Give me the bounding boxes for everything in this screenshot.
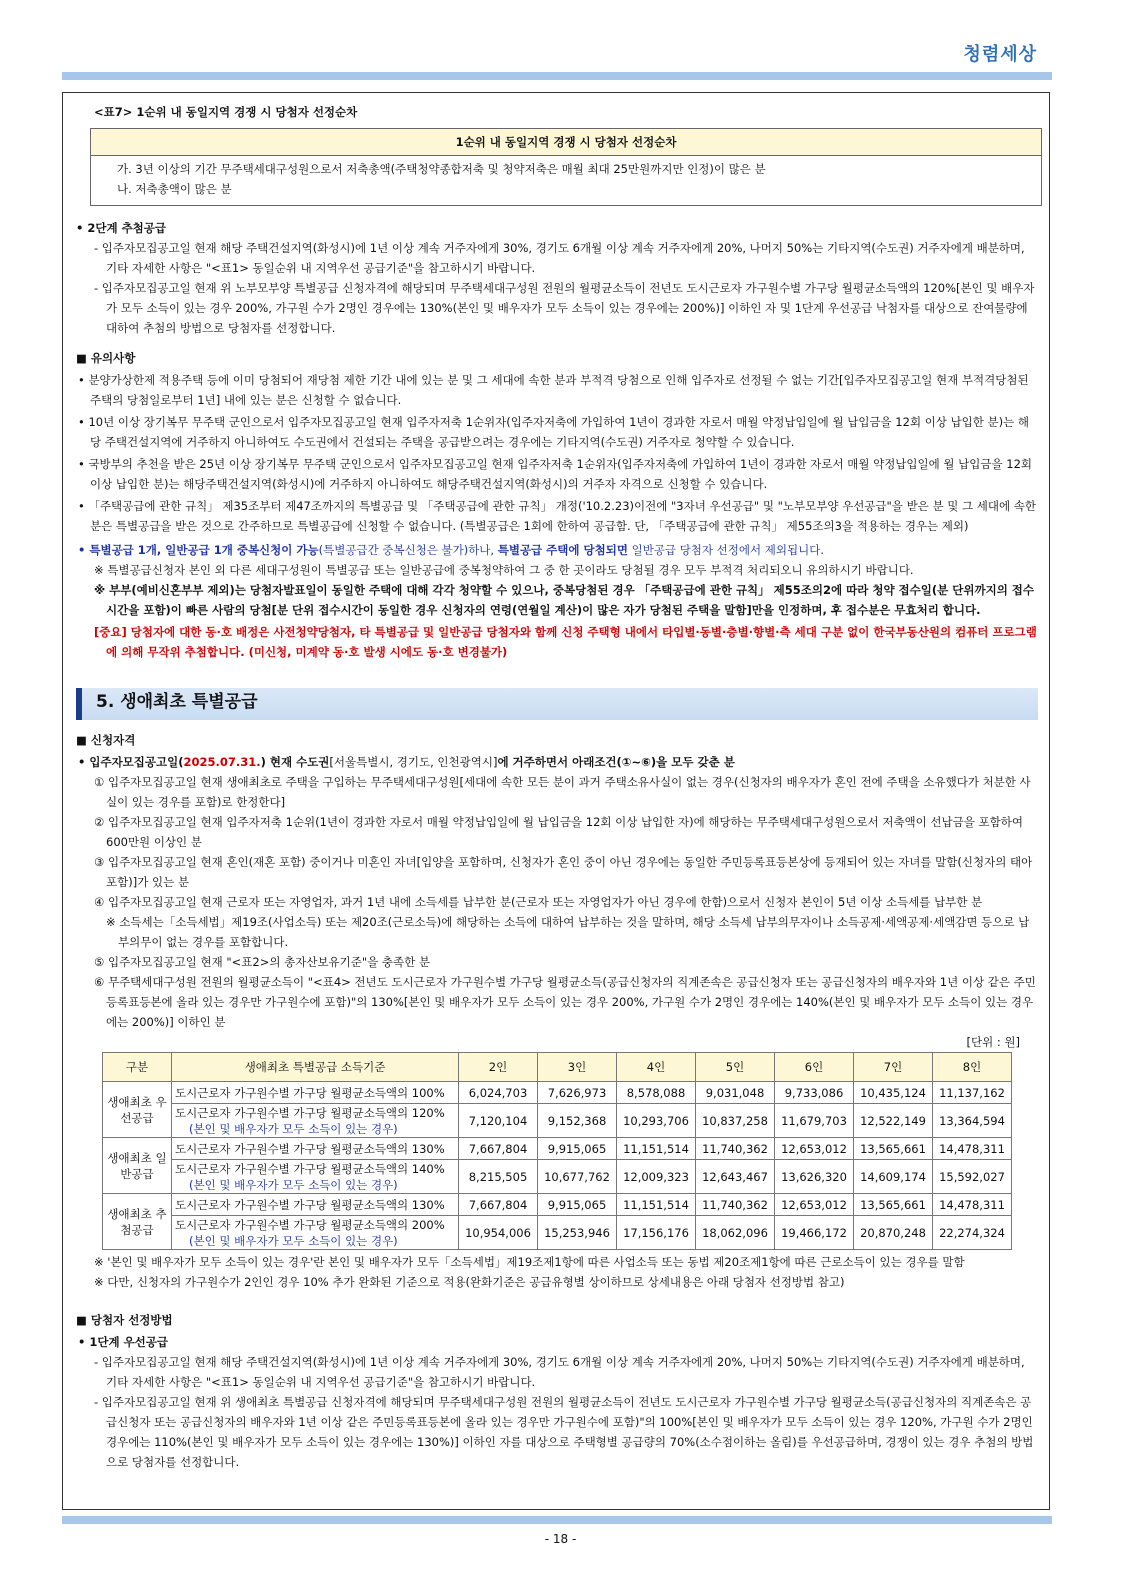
row-label: 도시근로자 가구원수별 가구당 월평균소득액의 130% xyxy=(172,1138,459,1160)
cell-value: 14,609,174 xyxy=(854,1160,933,1194)
cell-value: 10,954,006 xyxy=(459,1216,538,1250)
cell-value: 17,156,176 xyxy=(617,1216,696,1250)
cell-value: 11,151,514 xyxy=(617,1138,696,1160)
table-row xyxy=(103,1160,1012,1194)
condition-note: ※ 소득세는「소득세법」제19조(사업소득) 또는 제20조(근로소득)에 해당하는 소득에 대하여 납부하는 것을 말하며, 해당 소득세 납부의무자이나 소득공제·세액공제·세액감면 등으로 납부의무이 없는 경우를 포함합니다. xyxy=(106,915,1030,949)
col-header: 구분 xyxy=(103,1053,172,1082)
group-name: 생애최초 추첨공급 xyxy=(103,1194,172,1250)
cell-value: 8,578,088 xyxy=(617,1082,696,1104)
condition-item: ① 입주자모집공고일 현재 생애최초로 주택을 구입하는 무주택세대구성원[세대에 속한 모든 분이 과거 주택소유사실이 없는 경우(신청자의 배우자가 혼인 전에 주택을 소유했다가 처분한 사실이 있는 경우를 포함)로 한정한다] xyxy=(94,775,1031,809)
income-table xyxy=(102,1052,1012,1250)
stage1-item: - 입주자모집공고일 현재 해당 주택건설지역(화성시)에 1년 이상 계속 거주자에게 30%, 경기도 6개월 이상 계속 거주자에게 20%, 나머지 50%는 기타지역(수도권) 거주자에게 배분하며, 기타 자세한 사항은 "<표1> 동일순위 내 지역우선 공급기준"을 참고하시기 바랍니다. xyxy=(94,1355,1025,1389)
row-label: 도시근로자 가구원수별 가구당 월평균소득액의 120% (본인 및 배우자가 모두 소득이 있는 경우) xyxy=(172,1104,459,1138)
note-item: • 분양가상한제 적용주택 등에 이미 당첨되어 재당첨 제한 기간 내에 있는 분 및 그 세대에 속한 분과 부적격 당첨으로 인해 입주자로 선정될 수 없는 기간[입주자모집공고일 현재 부적격당첨된 주택의 당첨일로부터 1년] 내에 있는 분은 신청할 수 없습니다. xyxy=(78,373,1029,407)
brand-logo: 청렴세상 xyxy=(963,44,1037,65)
stage2-item: - 입주자모집공고일 현재 해당 주택건설지역(화성시)에 1년 이상 계속 거주자에게 30%, 경기도 6개월 이상 계속 거주자에게 20%, 나머지 50%는 기타지역(수도권) 거주자에게 배분하며, 기타 자세한 사항은 "<표1> 동일순위 내 지역우선 공급기준"을 참고하시기 바랍니다. xyxy=(94,241,1025,275)
col-header: 5인 xyxy=(696,1053,775,1082)
bottom-rule xyxy=(62,1516,1052,1524)
group-name: 생애최초 일반공급 xyxy=(103,1138,172,1194)
row-label: 도시근로자 가구원수별 가구당 월평균소득액의 200% (본인 및 배우자가 모두 소득이 있는 경우) xyxy=(172,1216,459,1250)
table-row xyxy=(103,1138,1012,1160)
cell-value: 7,667,804 xyxy=(459,1138,538,1160)
cell-value: 14,478,311 xyxy=(933,1194,1012,1216)
unit-label: [단위 : 원] xyxy=(966,1035,1020,1049)
table-note-1: ※ '본인 및 배우자가 모두 소득이 있는 경우'란 본인 및 배우자가 모두「소득세법」제19조제1항에 따른 사업소득 또는 동법 제20조제1항에 따른 근로소득이 있는 경우를 말함 xyxy=(94,1255,965,1269)
condition-item: ④ 입주자모집공고일 현재 근로자 또는 자영업자, 과거 1년 내에 소득세를 납부한 분(근로자 또는 자영업자가 아닌 경우에 한함)으로서 신청자 본인이 5년 이상 소득세를 납부한 분 xyxy=(94,895,983,909)
col-header: 8인 xyxy=(933,1053,1012,1082)
row-label: 도시근로자 가구원수별 가구당 월평균소득액의 130% xyxy=(172,1194,459,1216)
table-row xyxy=(103,1082,1012,1104)
cell-value: 13,565,661 xyxy=(854,1194,933,1216)
cell-value: 12,643,467 xyxy=(696,1160,775,1194)
col-header: 생애최초 특별공급 소득기준 xyxy=(172,1053,459,1082)
row-label: 도시근로자 가구원수별 가구당 월평균소득액의 100% xyxy=(172,1082,459,1104)
cell-value: 10,293,706 xyxy=(617,1104,696,1138)
cell-value: 9,915,065 xyxy=(538,1194,617,1216)
dup-notice: • 특별공급 1개, 일반공급 1개 중복신청이 가능(특별공급간 중복신청은 불가)하나, 특별공급 주택에 당첨되면 일반공급 당첨자 선정에서 제외됩니다. xyxy=(78,543,824,557)
cell-value: 9,031,048 xyxy=(696,1082,775,1104)
cell-value: 15,592,027 xyxy=(933,1160,1012,1194)
qualification-lead: • 입주자모집공고일(2025.07.31.) 현재 수도권[서울특별시, 경기도, 인천광역시]에 거주하면서 아래조건(①~⑥)을 모두 갖춘 분 xyxy=(78,755,735,769)
row-sublabel: (본인 및 배우자가 모두 소득이 있는 경우) xyxy=(189,1233,398,1248)
row-sublabel: (본인 및 배우자가 모두 소득이 있는 경우) xyxy=(189,1121,398,1136)
cell-value: 7,667,804 xyxy=(459,1194,538,1216)
star-note-1: ※ 특별공급신청자 본인 외 다른 세대구성원이 특별공급 또는 일반공급에 중복청약하여 그 중 한 곳이라도 당첨될 경우 모두 부적격 처리되오니 유의하시기 바랍니다. xyxy=(94,563,914,577)
section5-title: 5. 생애최초 특별공급 xyxy=(96,692,258,712)
cell-value: 11,151,514 xyxy=(617,1194,696,1216)
cell-value: 15,253,946 xyxy=(538,1216,617,1250)
condition-item: ⑥ 무주택세대구성원 전원의 월평균소득이 "<표4> 전년도 도시근로자 가구원수별 가구당 월평균소득(공급신청자의 직계존속은 공급신청자 또는 공급신청자의 배우자와 1년 이상 같은 주민등록표등본에 올라 있는 경우만 가구원수에 포함)"의 130%[본인 및 배우자가 모두 소득이 있는 경우 200%, 가구원 수가 2명인 경우에는 140%(본인 및 배우자가 모두 소득이 있는 경우에는 200%)] 이하인 분 xyxy=(94,975,1036,1029)
section5-header xyxy=(76,688,1038,720)
cell-value: 10,837,258 xyxy=(696,1104,775,1138)
group-name: 생애최초 우선공급 xyxy=(103,1082,172,1138)
cell-value: 12,653,012 xyxy=(775,1138,854,1160)
cell-value: 12,653,012 xyxy=(775,1194,854,1216)
document-body xyxy=(76,100,1038,1472)
cell-value: 13,364,594 xyxy=(933,1104,1012,1138)
table7-head: 1순위 내 동일지역 경쟁 시 당첨자 선정순차 xyxy=(91,129,1041,156)
col-header: 6인 xyxy=(775,1053,854,1082)
table-row xyxy=(103,1216,1012,1250)
stage2-item: - 입주자모집공고일 현재 위 노부모부양 특별공급 신청자격에 해당되며 무주택세대구성원 전원의 월평균소득이 전년도 도시근로자 가구원수별 가구당 월평균소득액의 120%[본인 및 배우자가 모두 소득이 있는 경우 200%, 가구원 수가 2명인 경우에는 130%(본인 및 배우자가 모두 소득이 있는 경우에는 200%)] 이하인 자 및 1단계 우선공급 낙첨자를 대상으로 잔여물량에 대하여 추첨의 방법으로 당첨자를 선정합니다. xyxy=(94,281,1035,335)
col-header: 3인 xyxy=(538,1053,617,1082)
table7-box xyxy=(90,128,1042,206)
cell-value: 6,024,703 xyxy=(459,1082,538,1104)
note-item: • 「주택공급에 관한 규칙」 제35조부터 제47조까지의 특별공급 및 「주택공급에 관한 규칙」 개정('10.2.23)이전에 "3자녀 우선공급" 및 "노부모부양 우선공급"을 받은 분 및 그 세대에 속한 분은 특별공급을 받은 것으로 간주하므로 특별공급에 신청할 수 없습니다. (특별공급은 1회에 한하여 공급함. 단, 「주택공급에 관한 규칙」 제55조의3을 적용하는 경우는 제외) xyxy=(78,499,1036,533)
notes-title: ■ 유의사항 xyxy=(76,351,136,365)
cell-value: 11,679,703 xyxy=(775,1104,854,1138)
table7-row: 나. 저축총액이 많은 분 xyxy=(117,182,232,196)
important-note: [중요] 당첨자에 대한 동·호 배정은 사전청약당첨자, 타 특별공급 및 일반공급 당첨자와 함께 신청 주택형 내에서 타입별·동별·층별·향별·측 세대 구분 없이 한국부동산원의 컴퓨터 프로그램에 의해 무작위 추첨합니다. (미신청, 미계약 동·호 발생 시에도 동·호 변경불가) xyxy=(94,625,1037,659)
cell-value: 10,677,762 xyxy=(538,1160,617,1194)
cell-value: 11,137,162 xyxy=(933,1082,1012,1104)
cell-value: 7,120,104 xyxy=(459,1104,538,1138)
col-header: 4인 xyxy=(617,1053,696,1082)
cell-value: 8,215,505 xyxy=(459,1160,538,1194)
table-note-2: ※ 다만, 신청자의 가구원수가 2인인 경우 10% 추가 완화된 기준으로 적용(완화기준은 공급유형별 상이하므로 상세내용은 아래 당첨자 선정방법 참고) xyxy=(94,1275,845,1289)
condition-item: ② 입주자모집공고일 현재 입주자저축 1순위(1년이 경과한 자로서 매월 약정납입일에 월 납입금을 12회 이상 납입한 자)에 해당하는 무주택세대구성원으로서 저축액이 선납금을 포함하여 600만원 이상인 분 xyxy=(94,815,1023,849)
cell-value: 13,626,320 xyxy=(775,1160,854,1194)
cell-value: 11,740,362 xyxy=(696,1138,775,1160)
cell-value: 20,870,248 xyxy=(854,1216,933,1250)
stage1-title: • 1단계 우선공급 xyxy=(78,1335,169,1349)
table-header-row xyxy=(103,1053,1012,1082)
cell-value: 19,466,172 xyxy=(775,1216,854,1250)
cell-value: 9,915,065 xyxy=(538,1138,617,1160)
cell-value: 14,478,311 xyxy=(933,1138,1012,1160)
cell-value: 7,626,973 xyxy=(538,1082,617,1104)
cell-value: 11,740,362 xyxy=(696,1194,775,1216)
note-item: • 국방부의 추천을 받은 25년 이상 장기복무 무주택 군인으로서 입주자모집공고일 현재 입주자저축 1순위자(입주자저축에 가입하여 1년이 경과한 자로서 매월 약정납입일에 월 납입금을 12회 이상 납입한 분)는 해당주택건설지역(화성시)에 거주하지 아니하여도 해당주택건설지역(화성시)의 거주자 자격으로 신청할 수 있습니다. xyxy=(78,457,1032,491)
cell-value: 13,565,661 xyxy=(854,1138,933,1160)
section-marker xyxy=(76,688,82,720)
condition-item: ⑤ 입주자모집공고일 현재 "<표2>의 총자산보유기준"을 충족한 분 xyxy=(94,955,431,969)
top-rule xyxy=(62,72,1052,80)
cell-value: 12,522,149 xyxy=(854,1104,933,1138)
col-header: 7인 xyxy=(854,1053,933,1082)
table7-row: 가. 3년 이상의 기간 무주택세대구성원으로서 저축총액(주택청약종합저축 및 청약저축은 매월 최대 25만원까지만 인정)이 많은 분 xyxy=(117,162,766,176)
stage2-title: • 2단계 추첨공급 xyxy=(76,221,167,235)
condition-item: ③ 입주자모집공고일 현재 혼인(재혼 포함) 중이거나 미혼인 자녀[입양을 포함하며, 신청자가 혼인 중이 아닌 경우에는 동일한 주민등록표등본상에 등재되어 있는 자녀를 말함(신청자의 태아포함)]가 있는 분 xyxy=(94,855,1033,889)
row-sublabel: (본인 및 배우자가 모두 소득이 있는 경우) xyxy=(189,1177,398,1192)
cell-value: 12,009,323 xyxy=(617,1160,696,1194)
table-row xyxy=(103,1194,1012,1216)
note-item: • 10년 이상 장기복무 무주택 군인으로서 입주자모집공고일 현재 입주자저축 1순위자(입주자저축에 가입하여 1년이 경과한 자로서 매월 약정납입일에 월 납입금을 12회 이상 납입한 분)는 해당 주택건설지역에 거주하지 아니하여도 수도권에서 건설되는 주택을 공급받으려는 경우에는 기타지역(수도권) 거주자로 청약할 수 있습니다. xyxy=(78,415,1030,449)
col-header: 2인 xyxy=(459,1053,538,1082)
table7-caption: <표7> 1순위 내 동일지역 경쟁 시 당첨자 선정순차 xyxy=(94,105,358,119)
cell-value: 18,062,096 xyxy=(696,1216,775,1250)
cell-value: 10,435,124 xyxy=(854,1082,933,1104)
cell-value: 9,733,086 xyxy=(775,1082,854,1104)
table-row xyxy=(103,1104,1012,1138)
row-label: 도시근로자 가구원수별 가구당 월평균소득액의 140% (본인 및 배우자가 모두 소득이 있는 경우) xyxy=(172,1160,459,1194)
page-number: - 18 - xyxy=(544,1532,577,1546)
star-note-2: ※ 부부(예비신혼부부 제외)는 당첨자발표일이 동일한 주택에 대해 각각 청약할 수 있으나, 중복당첨된 경우 「주택공급에 관한 규칙」 제55조의2에 따라 청약 접수일(분 단위까지의 접수시간을 포함)이 빠른 사람의 당첨[분 단위 접수시간이 동일한 경우 신청자의 연령(연월일 계산)이 많은 자가 당첨된 주택을 말함]만을 인정하며, 후 접수분은 무효처리 합니다. xyxy=(94,583,1035,617)
selection-title: ■ 당첨자 선정방법 xyxy=(76,1313,173,1327)
cell-value: 22,274,324 xyxy=(933,1216,1012,1250)
qualification-title: ■ 신청자격 xyxy=(76,733,136,747)
stage1-item: - 입주자모집공고일 현재 위 생애최초 특별공급 신청자격에 해당되며 무주택세대구성원 전원의 월평균소득이 전년도 도시근로자 가구원수별 가구당 월평균소득(공급신청자의 직계존속은 공급신청자 또는 공급신청자의 배우자와 1년 이상 같은 주민등록표등본에 올라 있는 경우만 가구원수에 포함)"의 100%[본인 및 배우자가 모두 소득이 있는 경우 120%, 가구원 수가 2명인 경우에는 110%(본인 및 배우자가 모두 소득이 있는 경우에는 130%)] 이하인 자를 대상으로 주택형별 공급량의 70%(소수점이하는 올림)를 우선공급하며, 경쟁이 있는 경우 추첨의 방법으로 당첨자를 선정합니다. xyxy=(94,1395,1034,1469)
cell-value: 9,152,368 xyxy=(538,1104,617,1138)
